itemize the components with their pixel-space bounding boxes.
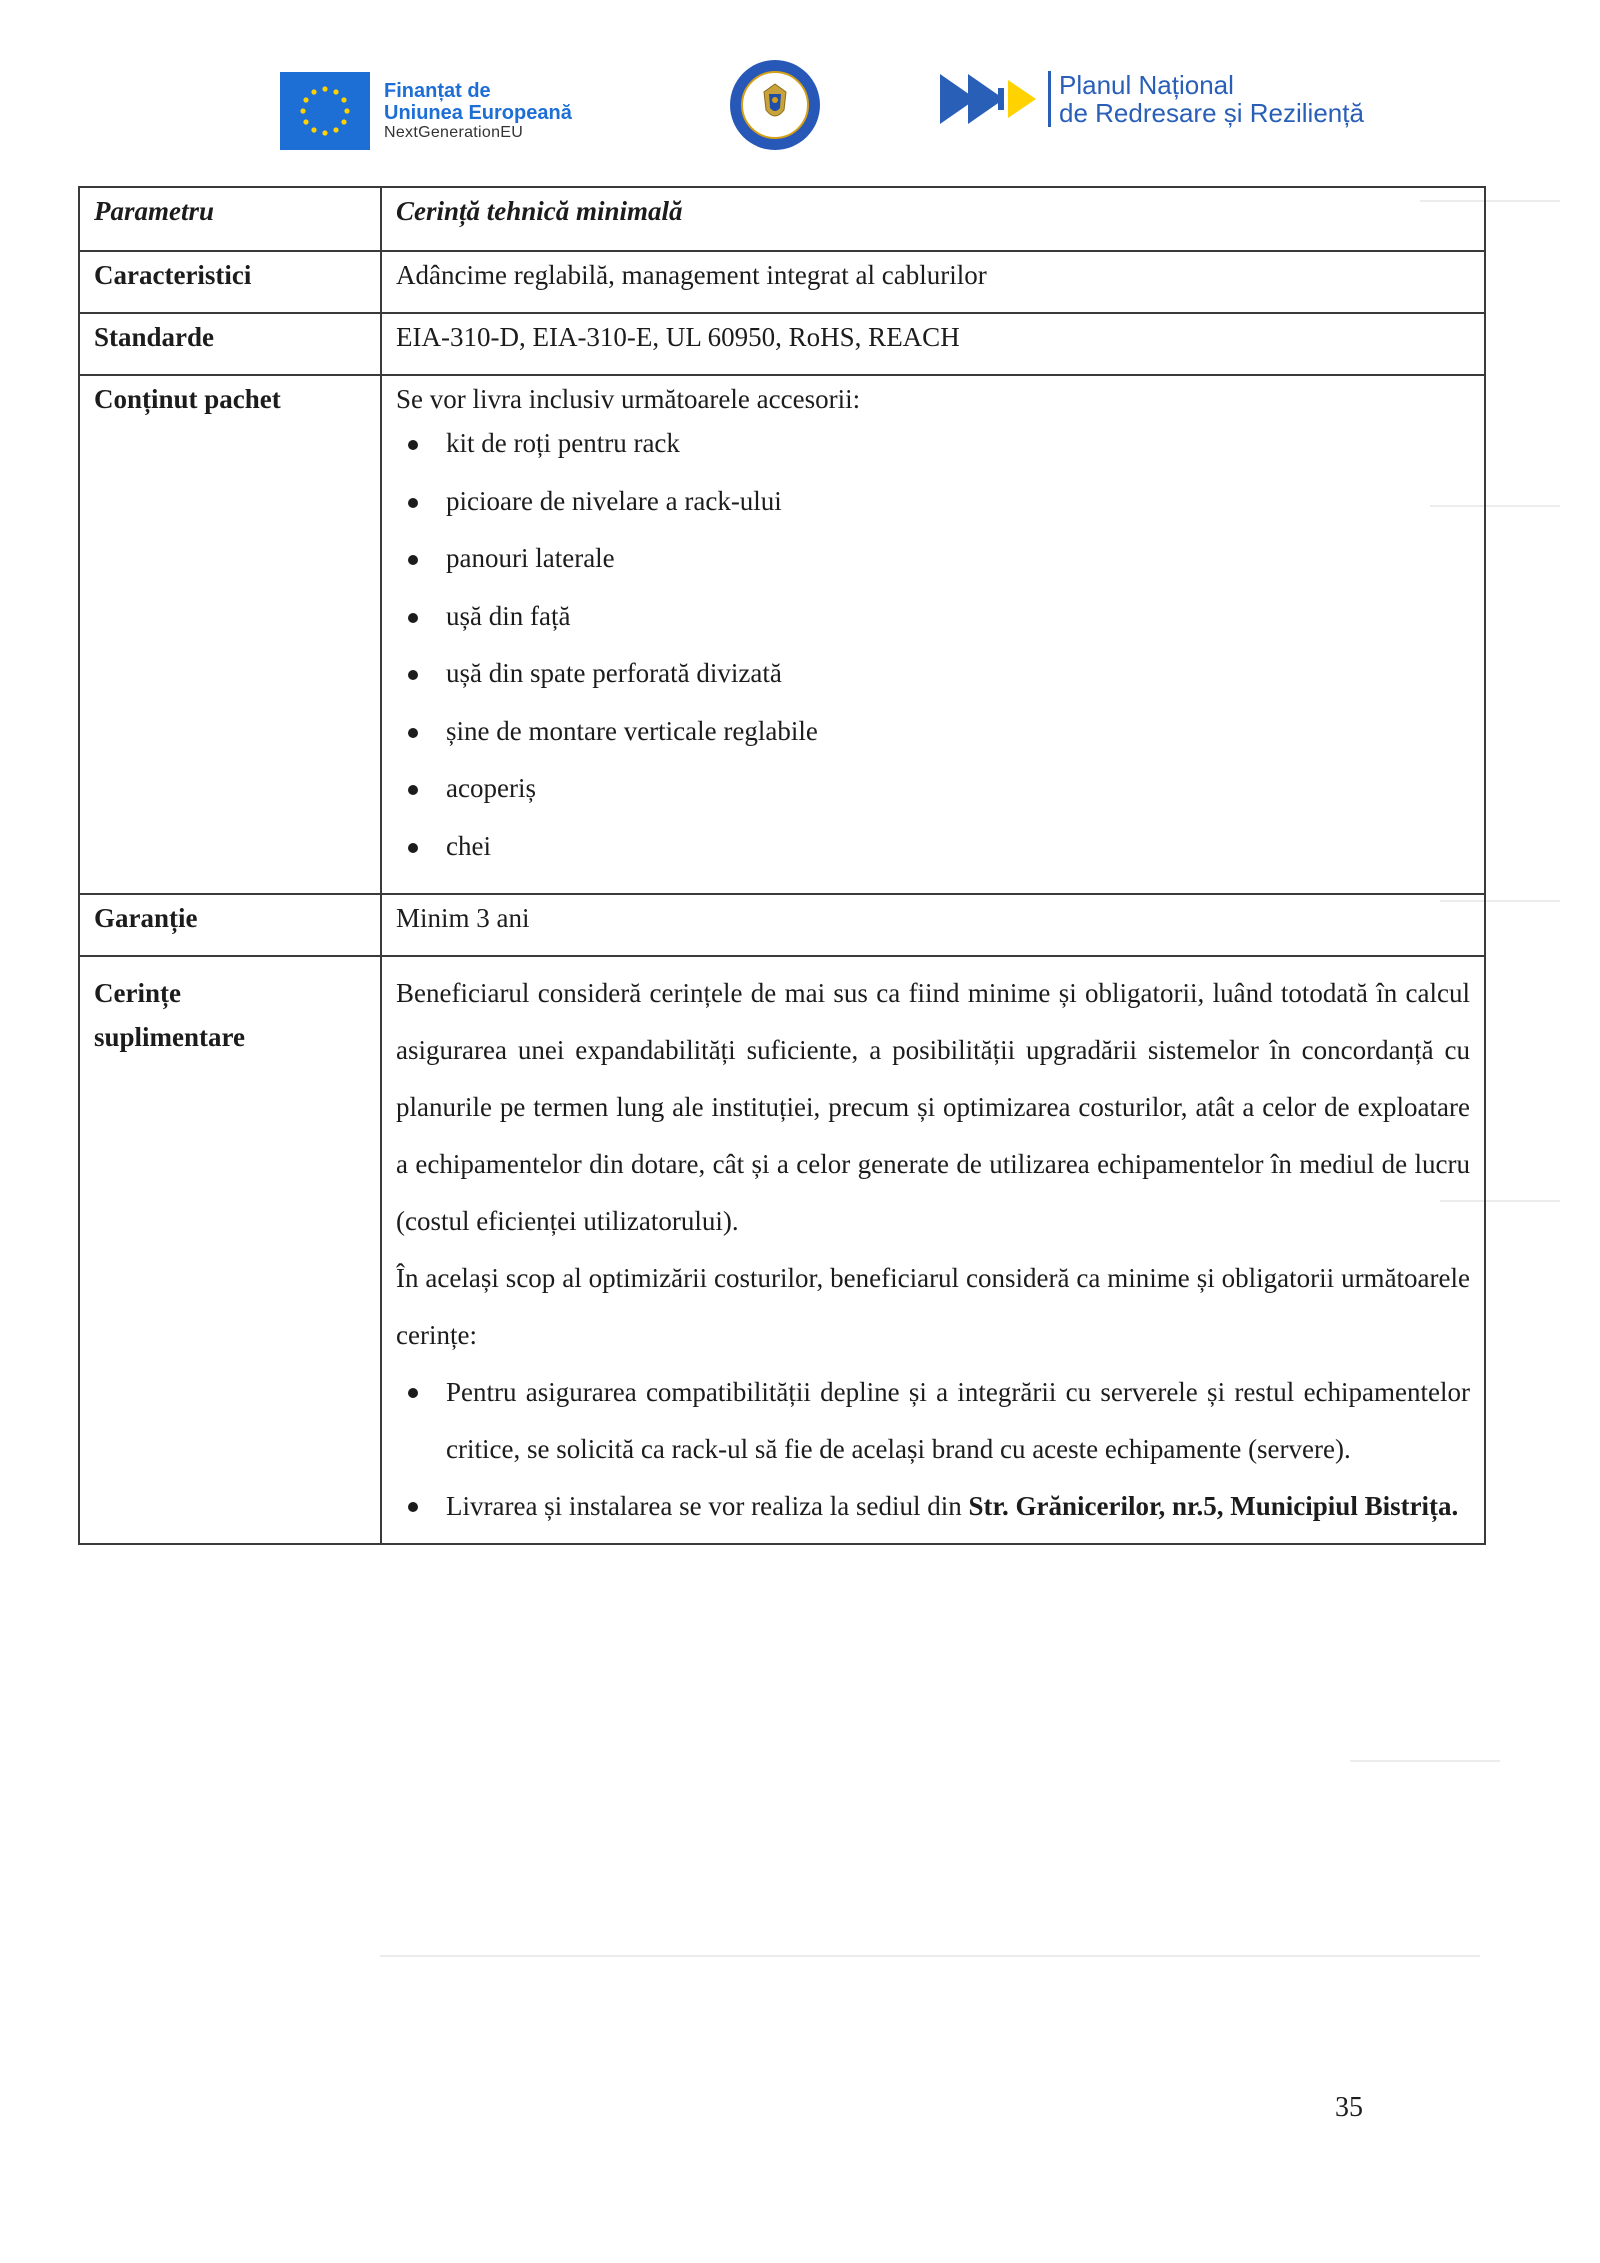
eu-text-line2: Uniunea Europeană bbox=[384, 102, 572, 125]
list-item: panouri laterale bbox=[396, 538, 1470, 596]
requirements-paragraph-2: În același scop al optimizării costurilor, beneficiarul consideră ca minime și obligatorii următoarele cerințe: bbox=[396, 1263, 1470, 1350]
list-item: ușă din față bbox=[396, 596, 1470, 654]
param-label-line2: suplimentare bbox=[94, 1022, 246, 1052]
param-label-line1: Cerințe bbox=[94, 978, 181, 1008]
requirements-list bbox=[396, 1364, 1470, 1535]
header-parametru: Parametru bbox=[79, 187, 381, 251]
table-header-row bbox=[79, 187, 1485, 251]
accessories-list bbox=[396, 423, 1470, 883]
pnrr-title-line2: de Redresare și Reziliență bbox=[1059, 98, 1364, 128]
table-row-continut-pachet bbox=[79, 375, 1485, 894]
table-row-standarde bbox=[79, 313, 1485, 375]
param-value: Adâncime reglabilă, management integrat al cablurilor bbox=[381, 251, 1485, 313]
pnrr-arrows-icon bbox=[938, 70, 1038, 128]
list-item: kit de roți pentru rack bbox=[396, 423, 1470, 481]
list-item: chei bbox=[396, 826, 1470, 884]
pnrr-title-line1: Planul Național bbox=[1059, 69, 1234, 100]
accessories-intro: Se vor livra inclusiv următoarele accesorii: bbox=[396, 384, 861, 414]
param-label: Conținut pachet bbox=[79, 375, 381, 894]
list-item: ușă din spate perforată divizată bbox=[396, 653, 1470, 711]
list-item: acoperiș bbox=[396, 768, 1470, 826]
technical-spec-table bbox=[78, 186, 1486, 1545]
eu-flag-icon bbox=[280, 72, 370, 150]
param-label bbox=[79, 956, 381, 1544]
list-item: Pentru asigurarea compatibilității depline și a integrării cu serverele și restul echipamentelor critice, se solicită ca rack-ul să fie de același brand cu aceste echipamente (servere). bbox=[396, 1364, 1470, 1478]
list-item: șine de montare verticale reglabile bbox=[396, 711, 1470, 769]
romanian-government-seal-icon bbox=[728, 58, 822, 152]
param-value: Minim 3 ani bbox=[381, 894, 1485, 956]
header-cerinta: Cerință tehnică minimală bbox=[381, 187, 1485, 251]
list-item: picioare de nivelare a rack-ului bbox=[396, 481, 1470, 539]
eu-funding-logo bbox=[280, 72, 572, 150]
page-number: 35 bbox=[1335, 2092, 1363, 2123]
delivery-text: Livrarea și instalarea se vor realiza la sediul din bbox=[446, 1491, 969, 1521]
eu-text-line3: NextGenerationEU bbox=[384, 124, 524, 142]
table-row-caracteristici bbox=[79, 251, 1485, 313]
eu-text-line1: Finanțat de bbox=[384, 79, 491, 102]
param-value bbox=[381, 956, 1485, 1544]
list-item bbox=[396, 1478, 1470, 1535]
param-value bbox=[381, 375, 1485, 894]
param-label: Garanție bbox=[79, 894, 381, 956]
table-row-garantie bbox=[79, 894, 1485, 956]
requirements-paragraph-1: Beneficiarul consideră cerințele de mai sus ca fiind minime și obligatorii, luând totodată în calcul asigurarea unei expandabilități suficiente, a posibilității upgradării sistemelor în concordanță cu planurile pe termen lung ale instituției, precum și optimizarea costurilor, atât a celor de exploatare a echipamentelor din dotare, cât și a celor generate de utilizarea echipamentelor în mediul de lucru (costul eficienței utilizatorului). bbox=[396, 978, 1470, 1236]
param-value: EIA-310-D, EIA-310-E, UL 60950, RoHS, REACH bbox=[381, 313, 1485, 375]
param-label: Standarde bbox=[79, 313, 381, 375]
delivery-address: Str. Grănicerilor, nr.5, Municipiul Bistrița. bbox=[968, 1491, 1459, 1521]
param-label: Caracteristici bbox=[79, 251, 381, 313]
table-row-cerinte-suplimentare bbox=[79, 956, 1485, 1544]
pnrr-logo bbox=[938, 70, 1364, 128]
